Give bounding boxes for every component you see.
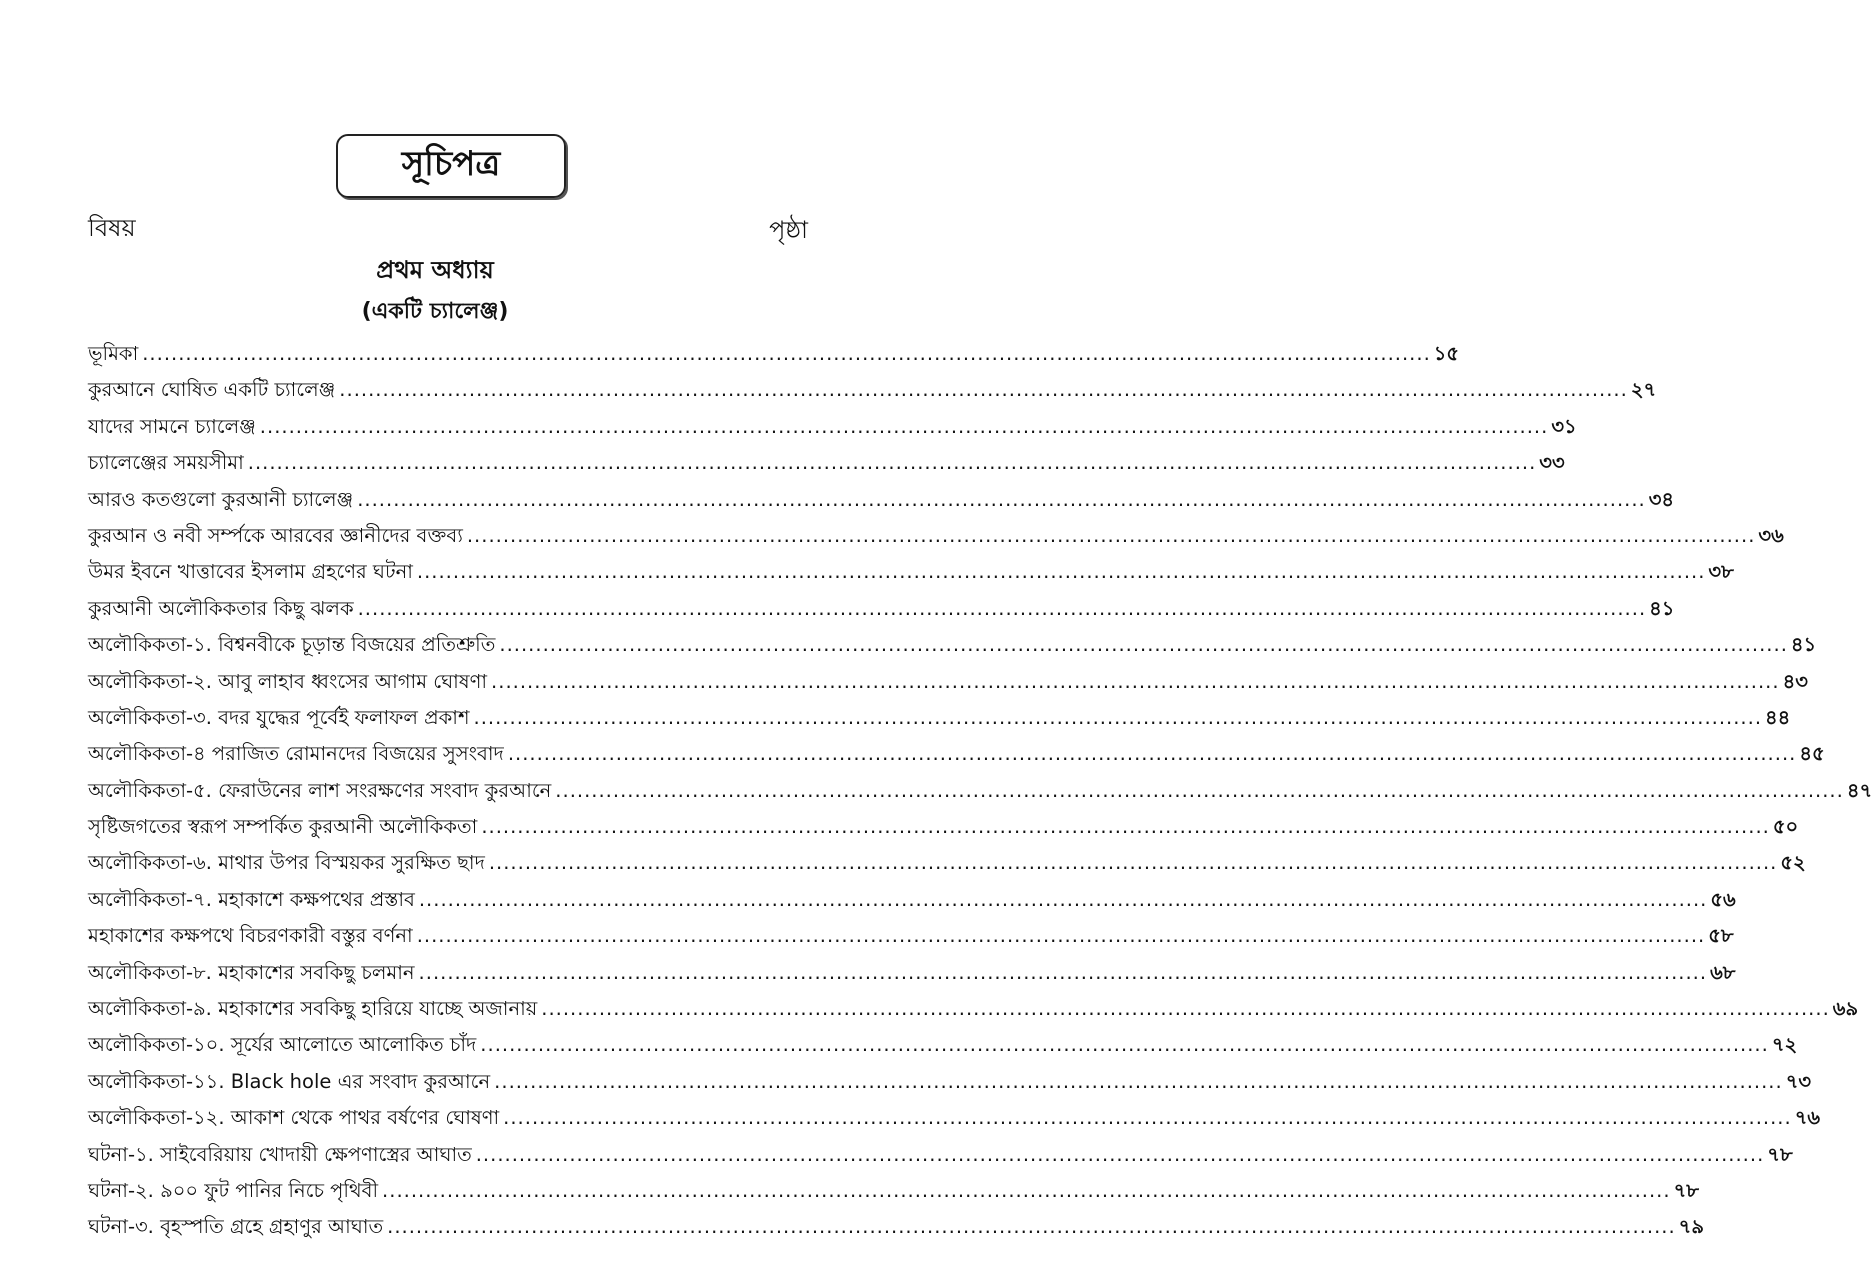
toc-entry xyxy=(88,518,1784,554)
toc-entry-title: অলৌকিকতা-১১. Black hole এর সংবাদ কুরআনে xyxy=(88,1069,491,1093)
toc-entry xyxy=(88,845,1806,881)
toc-entry xyxy=(88,918,1734,954)
toc-entry-title: যাদের সামনে চ্যালেঞ্জ xyxy=(88,414,256,438)
toc-entry-page: ৭৩ xyxy=(1785,1069,1812,1093)
toc-entry-title: কুরআনে ঘোষিত একটি চ্যালেঞ্জ xyxy=(88,378,336,402)
subject-column-label: বিষয় xyxy=(88,214,136,242)
toc-entry-page: ৪১ xyxy=(1649,596,1675,620)
toc-entry xyxy=(88,773,1872,809)
toc-entry-page: ৩৬ xyxy=(1758,523,1784,547)
page-column-label: পৃষ্ঠা xyxy=(769,216,808,244)
toc-entry-page: ৪৭ xyxy=(1846,778,1872,802)
toc-entry-title: কুরআনী অলৌকিকতার কিছু ঝলক xyxy=(88,596,354,620)
dot-leader xyxy=(494,1064,1783,1100)
toc-entry-page: ৫২ xyxy=(1780,851,1806,875)
toc-entry-title: ঘটনা-২. ৯০০ ফুট পানির নিচে পৃথিবী xyxy=(88,1178,379,1202)
toc-entry-title: সৃষ্টিজগতের স্বরূপ সম্পর্কিত কুরআনী অলৌকিকতা xyxy=(88,815,478,839)
toc-entry xyxy=(88,1137,1793,1173)
dot-leader xyxy=(481,809,1770,845)
toc-entry-title: অলৌকিকতা-৩. বদর যুদ্ধের পূর্বেই ফলাফল প্রকাশ xyxy=(88,705,470,729)
toc-entry-page: ২৭ xyxy=(1630,378,1657,402)
toc-entry-page: ৩৪ xyxy=(1648,487,1675,511)
toc-entry xyxy=(88,664,1808,700)
toc-entry xyxy=(88,445,1565,481)
toc-entry xyxy=(88,1064,1812,1100)
dot-leader xyxy=(489,845,1778,881)
toc-entry xyxy=(88,554,1734,590)
toc-entry-page: ৭৯ xyxy=(1678,1215,1705,1239)
toc-entry xyxy=(88,336,1460,372)
toc-entry-title: অলৌকিকতা-৯. মহাকাশের সবকিছু হারিয়ে যাচ্ছে অজানায় xyxy=(88,997,538,1021)
toc-entry-page: ৫৮ xyxy=(1708,924,1734,948)
toc-entry-page: ৪১ xyxy=(1790,633,1817,657)
toc-entry-title: অলৌকিকতা-৮. মহাকাশের সবকিছু চলমান xyxy=(88,960,415,984)
toc-entry xyxy=(88,882,1736,918)
toc-entry xyxy=(88,1173,1699,1209)
dot-leader xyxy=(474,700,1763,736)
toc-entry-title: ঘটনা-১. সাইবেরিয়ায় খোদায়ী ক্ষেপণাস্ত্রের আঘাত xyxy=(88,1142,472,1166)
toc-entry-page: ৭৮ xyxy=(1767,1142,1793,1166)
toc-entry-title: অলৌকিকতা-৪ পরাজিত রোমানদের বিজয়ের সুসংবাদ xyxy=(88,742,504,766)
dot-leader xyxy=(499,627,1788,663)
dot-leader xyxy=(476,1137,1765,1173)
toc-entry xyxy=(88,627,1817,663)
dot-leader xyxy=(503,1100,1792,1136)
toc-entry xyxy=(88,955,1736,991)
toc-entry-title: অলৌকিকতা-১০. সূর্যের আলোতে আলোকিত চাঁদ xyxy=(88,1033,477,1057)
toc-entry-title: অলৌকিকতা-২. আবু লাহাব ধ্বংসের আগাম ঘোষণা xyxy=(88,669,488,693)
dot-leader xyxy=(357,482,1646,518)
toc-entry-page: ৬৮ xyxy=(1710,960,1736,984)
dot-leader xyxy=(419,882,1708,918)
dot-leader xyxy=(508,736,1797,772)
page-title-box xyxy=(336,134,566,198)
toc-entry-page: ৫০ xyxy=(1772,815,1799,839)
dot-leader xyxy=(417,918,1706,954)
toc-entry-page: ৩১ xyxy=(1551,414,1577,438)
dot-leader xyxy=(248,445,1537,481)
toc-entry xyxy=(88,409,1577,445)
chapter-title: প্রথম অধ্যায় xyxy=(376,256,494,284)
toc-entry-title: অলৌকিকতা-১. বিশ্বনবীকে চূড়ান্ত বিজয়ের প্রতিশ্রুতি xyxy=(88,633,496,657)
toc-entry xyxy=(88,736,1825,772)
toc-entry-title: অলৌকিকতা-৬. মাথার উপর বিস্ময়কর সুরক্ষিত ছাদ xyxy=(88,851,485,875)
toc-entry-page: ১৫ xyxy=(1433,342,1460,365)
toc-entry-title: কুরআন ও নবী সর্ম্পকে আরবের জ্ঞানীদের বক্তব্য xyxy=(88,523,463,547)
toc-entry-page: ৪৩ xyxy=(1782,669,1808,693)
dot-leader xyxy=(339,372,1628,408)
dot-leader xyxy=(382,1173,1671,1209)
toc-entry-page: ৭৮ xyxy=(1673,1178,1699,1202)
dot-leader xyxy=(555,773,1844,809)
toc-entry-title: উমর ইবনে খাত্তাবের ইসলাম গ্রহণের ঘটনা xyxy=(88,560,413,584)
toc-entry-title: মহাকাশের কক্ষপথে বিচরণকারী বস্তুর বর্ণনা xyxy=(88,924,413,948)
toc-entry-title: অলৌকিকতা-৫. ফেরাউনের লাশ সংরক্ষণের সংবাদ কুরআনে xyxy=(88,778,552,802)
toc-entry-page: ৫৬ xyxy=(1710,887,1736,911)
dot-leader xyxy=(480,1027,1769,1063)
toc-entry xyxy=(88,809,1799,845)
toc-entry xyxy=(88,372,1657,408)
toc-entry xyxy=(88,1100,1821,1136)
toc-entry-title: অলৌকিকতা-৭. মহাকাশে কক্ষপথের প্রস্তাব xyxy=(88,887,415,911)
dot-leader xyxy=(142,336,1431,372)
dot-leader xyxy=(419,955,1708,991)
toc-entry xyxy=(88,1027,1798,1063)
toc-entry xyxy=(88,482,1675,518)
dot-leader xyxy=(491,664,1780,700)
toc-entry xyxy=(88,991,1859,1027)
toc-entry xyxy=(88,591,1675,627)
chapter-subtitle: (একটি চ্যালেঞ্জ) xyxy=(361,299,509,324)
toc-entry-title: ভূমিকা xyxy=(88,342,139,365)
toc-entry-page: ৩৮ xyxy=(1708,560,1734,584)
dot-leader xyxy=(541,991,1830,1027)
toc-entry xyxy=(88,1209,1705,1245)
table-of-contents xyxy=(88,336,1872,1246)
toc-entry-title: চ্যালেঞ্জের সময়সীমা xyxy=(88,451,244,475)
toc-entry-page: ৬৯ xyxy=(1832,997,1859,1021)
toc-entry-page: ৭২ xyxy=(1771,1033,1798,1057)
dot-leader xyxy=(467,518,1756,554)
toc-entry-page: ৩৩ xyxy=(1539,451,1565,475)
dot-leader xyxy=(417,554,1706,590)
dot-leader xyxy=(387,1209,1676,1245)
toc-entry-page: ৪৫ xyxy=(1799,742,1825,766)
page-title: সূচিপত্র xyxy=(401,143,501,184)
toc-entry-page: ৪৪ xyxy=(1765,705,1791,729)
toc-entry-page: ৭৬ xyxy=(1794,1106,1821,1130)
toc-entry-title: আরও কতগুলো কুরআনী চ্যালেঞ্জ xyxy=(88,487,354,511)
toc-entry-title: অলৌকিকতা-১২. আকাশ থেকে পাথর বর্ষণের ঘোষণা xyxy=(88,1106,500,1130)
toc-entry-title: ঘটনা-৩. বৃহস্পতি গ্রহে গ্রহাণুর আঘাত xyxy=(88,1215,384,1239)
toc-entry xyxy=(88,700,1791,736)
dot-leader xyxy=(260,409,1549,445)
dot-leader xyxy=(358,591,1647,627)
